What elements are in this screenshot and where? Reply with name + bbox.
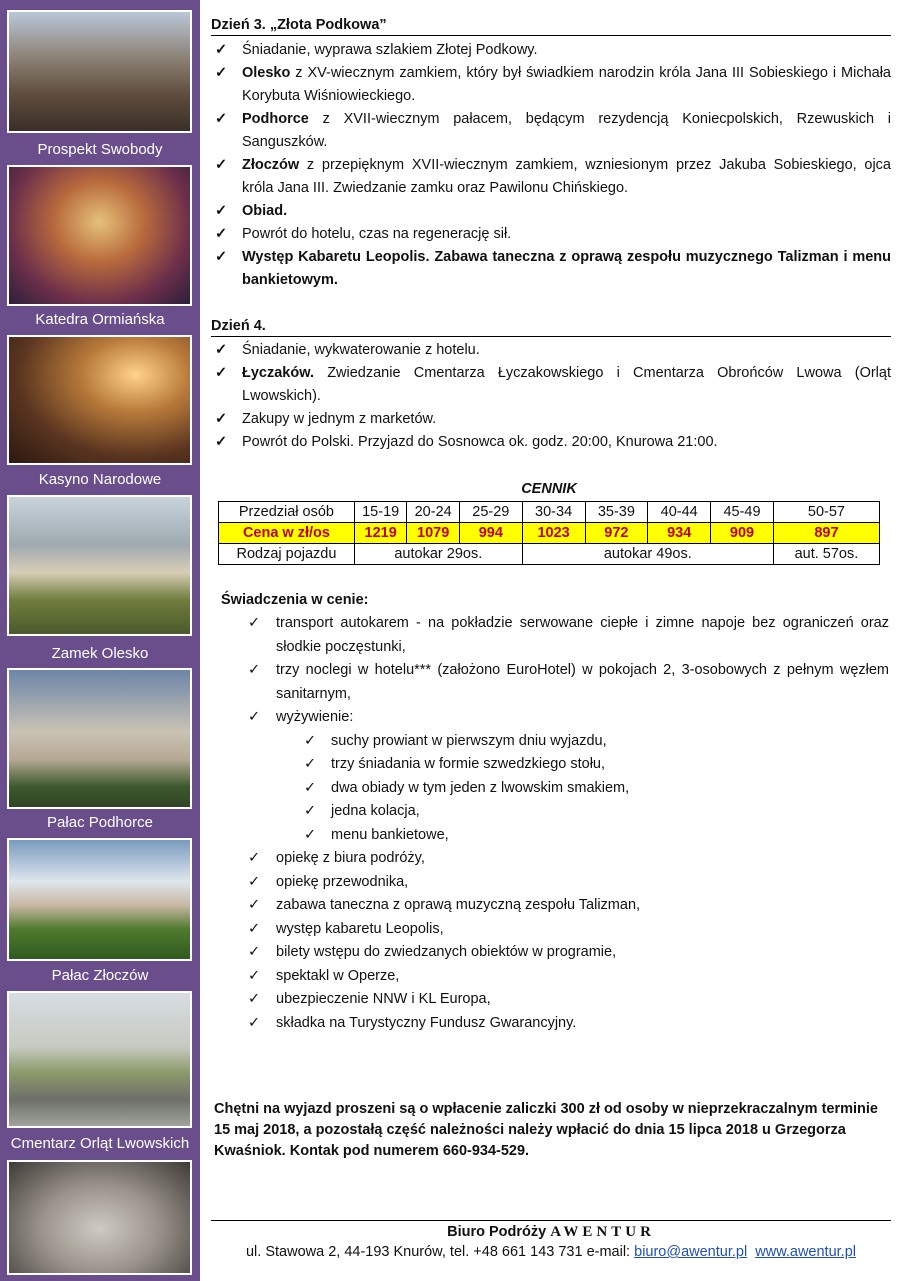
- checkmark-icon: ✓: [215, 411, 228, 427]
- list-item: [246, 659, 889, 706]
- list-item: [211, 200, 891, 223]
- table-cell: 25-29: [459, 502, 522, 523]
- email-link[interactable]: biuro@awentur.pl: [634, 1244, 748, 1260]
- benefits-list: [246, 612, 889, 1035]
- list-item: [246, 918, 889, 942]
- photo-palac-zloczow: [7, 838, 192, 961]
- item-text: menu bankietowe,: [331, 826, 449, 843]
- checkmark-icon: ✓: [248, 920, 261, 937]
- table-cell: 934: [648, 523, 711, 544]
- list-item: [211, 246, 891, 292]
- item-text: ubezpieczenie NNW i KL Europa,: [276, 991, 491, 1007]
- table-cell: 35-39: [585, 502, 648, 523]
- checkmark-icon: ✓: [215, 226, 228, 242]
- photo-caption: Pałac Podhorce: [47, 814, 153, 831]
- table-row: [219, 544, 880, 565]
- photo-cmentarz-orlat: [7, 991, 192, 1128]
- checkmark-icon: ✓: [248, 967, 261, 984]
- table-cell: 897: [773, 523, 879, 544]
- checkmark-icon: ✓: [215, 434, 228, 450]
- list-item: [246, 777, 889, 801]
- list-item: [246, 988, 889, 1012]
- table-cell: 40-44: [648, 502, 711, 523]
- list-item: [246, 965, 889, 989]
- checkmark-icon: ✓: [215, 42, 228, 58]
- item-text: trzy noclegi w hotelu*** (założono EuroHotel) w pokojach 2, 3-osobowych z pełnym węzłem sanitarnym,: [276, 662, 889, 702]
- item-highlight: Obiad.: [242, 203, 288, 219]
- list-item: [211, 431, 891, 454]
- photo-caption: Prospekt Swobody: [37, 141, 163, 158]
- item-text: bilety wstępu do zwiedzanych obiektów w programie,: [276, 944, 617, 960]
- table-cell: Rodzaj pojazdu: [219, 544, 355, 565]
- footer-label: Biuro Podróży: [447, 1224, 547, 1240]
- item-text: występ kabaretu Leopolis,: [276, 920, 444, 937]
- item-text: spektakl w Operze,: [276, 967, 400, 984]
- checkmark-icon: ✓: [248, 850, 261, 866]
- table-cell: 994: [459, 523, 522, 544]
- list-item: [246, 894, 889, 918]
- benefits-title: Świadczenia w cenie:: [221, 592, 369, 608]
- photo-lion-statue: [7, 1160, 192, 1275]
- list-item: [211, 154, 891, 200]
- list-item: [246, 847, 889, 871]
- list-item: [211, 62, 891, 108]
- list-item: [246, 753, 889, 777]
- checkmark-icon: ✓: [248, 873, 261, 890]
- item-text: z XV-wiecznym zamkiem, który był świadkiem narodzin króla Jana III Sobieskiego i Michała Korybuta Wiśniowieckiego.: [242, 65, 891, 104]
- item-text: Zakupy w jednym z marketów.: [242, 411, 437, 427]
- table-cell: 1219: [354, 523, 407, 544]
- table-cell: aut. 57os.: [773, 544, 879, 565]
- list-item: [246, 706, 889, 730]
- day4-title: Dzień 4.: [211, 318, 891, 337]
- photo-zamek-olesko: [7, 495, 192, 636]
- list-item: [211, 339, 891, 362]
- footer-divider: [211, 1220, 891, 1221]
- checkmark-icon: ✓: [215, 249, 228, 265]
- list-item: [246, 730, 889, 754]
- photo-sidebar: [0, 0, 200, 1281]
- brand-logo: AWENTUR: [550, 1224, 655, 1240]
- list-item: [211, 223, 891, 246]
- checkmark-icon: ✓: [248, 709, 261, 725]
- item-text: zabawa taneczna z oprawą muzyczną zespołu Talizman,: [276, 897, 641, 913]
- table-cell: Przedział osób: [219, 502, 355, 523]
- checkmark-icon: ✓: [304, 779, 317, 796]
- item-highlight: Łyczaków.: [242, 365, 314, 381]
- list-item: [246, 871, 889, 895]
- website-link[interactable]: www.awentur.pl: [755, 1244, 856, 1260]
- item-text: dwa obiady w tym jeden z lwowskim smakiem,: [331, 779, 630, 796]
- item-text: trzy śniadania w formie szwedzkiego stołu,: [331, 756, 606, 772]
- day4-list: [211, 339, 891, 454]
- item-text: Powrót do hotelu, czas na regenerację sił.: [242, 226, 512, 242]
- checkmark-icon: ✓: [304, 756, 317, 772]
- list-item: [211, 108, 891, 154]
- checkmark-icon: ✓: [215, 365, 228, 381]
- item-text: jedna kolacja,: [331, 803, 420, 819]
- list-item: [246, 941, 889, 965]
- checkmark-icon: ✓: [248, 615, 261, 631]
- day3-list: [211, 39, 891, 292]
- item-text: składka na Turystyczny Fundusz Gwarancyjny.: [276, 1014, 577, 1031]
- item-text: Śniadanie, wykwaterowanie z hotelu.: [242, 342, 480, 358]
- footer-contact-line: [211, 1244, 891, 1260]
- list-item: [246, 824, 889, 848]
- item-text: opiekę przewodnika,: [276, 873, 409, 890]
- table-cell: Cena w zł/os: [219, 523, 355, 544]
- payment-notice: Chętni na wyjazd proszeni są o wpłacenie zaliczki 300 zł od osoby w nieprzekraczalnym terminie 15 maj 2018, a pozostałą część należności należy wpłacić do dnia 15 lipca 2018 u Grzegorza Kwaśniok. Kontak pod numerem 660-934-529.: [214, 1101, 878, 1159]
- item-text: suchy prowiant w pierwszym dniu wyjazdu,: [331, 732, 607, 749]
- photo-caption: Cmentarz Orląt Lwowskich: [10, 1135, 190, 1152]
- cennik-title: CENNIK: [521, 481, 577, 497]
- photo-caption: Katedra Ormiańska: [35, 311, 165, 328]
- table-cell: 972: [585, 523, 648, 544]
- item-text: Zwiedzanie Cmentarza Łyczakowskiego i Cmentarza Obrońców Lwowa (Orląt Lwowskich).: [242, 365, 891, 404]
- photo-prospekt-swobody: [7, 10, 192, 133]
- table-cell: 50-57: [773, 502, 879, 523]
- item-highlight: Olesko: [242, 65, 291, 81]
- price-table: [218, 501, 880, 565]
- item-text: z przepięknym XVII-wiecznym zamkiem, wzniesionym przez Jakuba Sobieskiego, ojca króla Jana III. Zwiedzanie zamku oraz Pawilonu Chińskiego.: [242, 157, 891, 196]
- photo-caption: Zamek Olesko: [51, 645, 149, 662]
- list-item: [246, 1012, 889, 1036]
- day3-title: Dzień 3. „Złota Podkowa”: [211, 17, 891, 36]
- table-row: [219, 502, 880, 523]
- item-text: wyżywienie:: [276, 709, 354, 725]
- checkmark-icon: ✓: [215, 111, 228, 127]
- item-highlight: Złoczów: [242, 157, 300, 173]
- checkmark-icon: ✓: [304, 826, 317, 843]
- item-text: Śniadanie, wyprawa szlakiem Złotej Podkowy.: [242, 42, 538, 58]
- photo-kasyno-narodowe: [7, 335, 192, 465]
- photo-caption: Kasyno Narodowe: [38, 471, 162, 488]
- item-text: transport autokarem - na pokładzie serwowane ciepłe i zimne napoje bez ograniczeń oraz słodkie poczęstunki,: [276, 615, 889, 655]
- table-cell: 30-34: [522, 502, 585, 523]
- photo-katedra-ormianska: [7, 165, 192, 306]
- footer-address: ul. Stawowa 2, 44-193 Knurów, tel. +48 661 143 731 e-mail:: [245, 1244, 631, 1260]
- table-cell: autokar 29os.: [354, 544, 522, 565]
- table-cell: 909: [711, 523, 774, 544]
- checkmark-icon: ✓: [215, 65, 228, 81]
- table-row: [219, 523, 880, 544]
- photo-caption: Pałac Złoczów: [51, 967, 149, 984]
- checkmark-icon: ✓: [248, 991, 261, 1007]
- table-cell: 20-24: [407, 502, 460, 523]
- table-cell: 45-49: [711, 502, 774, 523]
- table-cell: autokar 49os.: [522, 544, 773, 565]
- checkmark-icon: ✓: [215, 342, 228, 358]
- checkmark-icon: ✓: [248, 897, 261, 913]
- footer-brand-line: [211, 1224, 891, 1241]
- item-text: Powrót do Polski. Przyjazd do Sosnowca ok. godz. 20:00, Knurowa 21:00.: [242, 434, 718, 450]
- item-text: opiekę z biura podróży,: [276, 850, 425, 866]
- list-item: [246, 612, 889, 659]
- item-highlight: Występ Kabaretu Leopolis. Zabawa taneczna z oprawą zespołu muzycznego Talizman i menu bankietowym.: [242, 249, 891, 288]
- item-text: z XVII-wiecznym pałacem, będącym rezydencją Koniecpolskich, Rzewuskich i Sanguszków.: [242, 111, 891, 150]
- checkmark-icon: ✓: [304, 732, 317, 749]
- item-highlight: Podhorce: [242, 111, 309, 127]
- checkmark-icon: ✓: [304, 803, 317, 819]
- list-item: [211, 408, 891, 431]
- meals-sublist: [246, 730, 889, 848]
- checkmark-icon: ✓: [248, 944, 261, 960]
- photo-palac-podhorce: [7, 668, 192, 809]
- list-item: [246, 800, 889, 824]
- table-cell: 1079: [407, 523, 460, 544]
- list-item: [211, 362, 891, 408]
- checkmark-icon: ✓: [248, 662, 261, 678]
- list-item: [211, 39, 891, 62]
- checkmark-icon: ✓: [248, 1014, 261, 1031]
- table-cell: 15-19: [354, 502, 407, 523]
- checkmark-icon: ✓: [215, 157, 228, 173]
- checkmark-icon: ✓: [215, 203, 228, 219]
- table-cell: 1023: [522, 523, 585, 544]
